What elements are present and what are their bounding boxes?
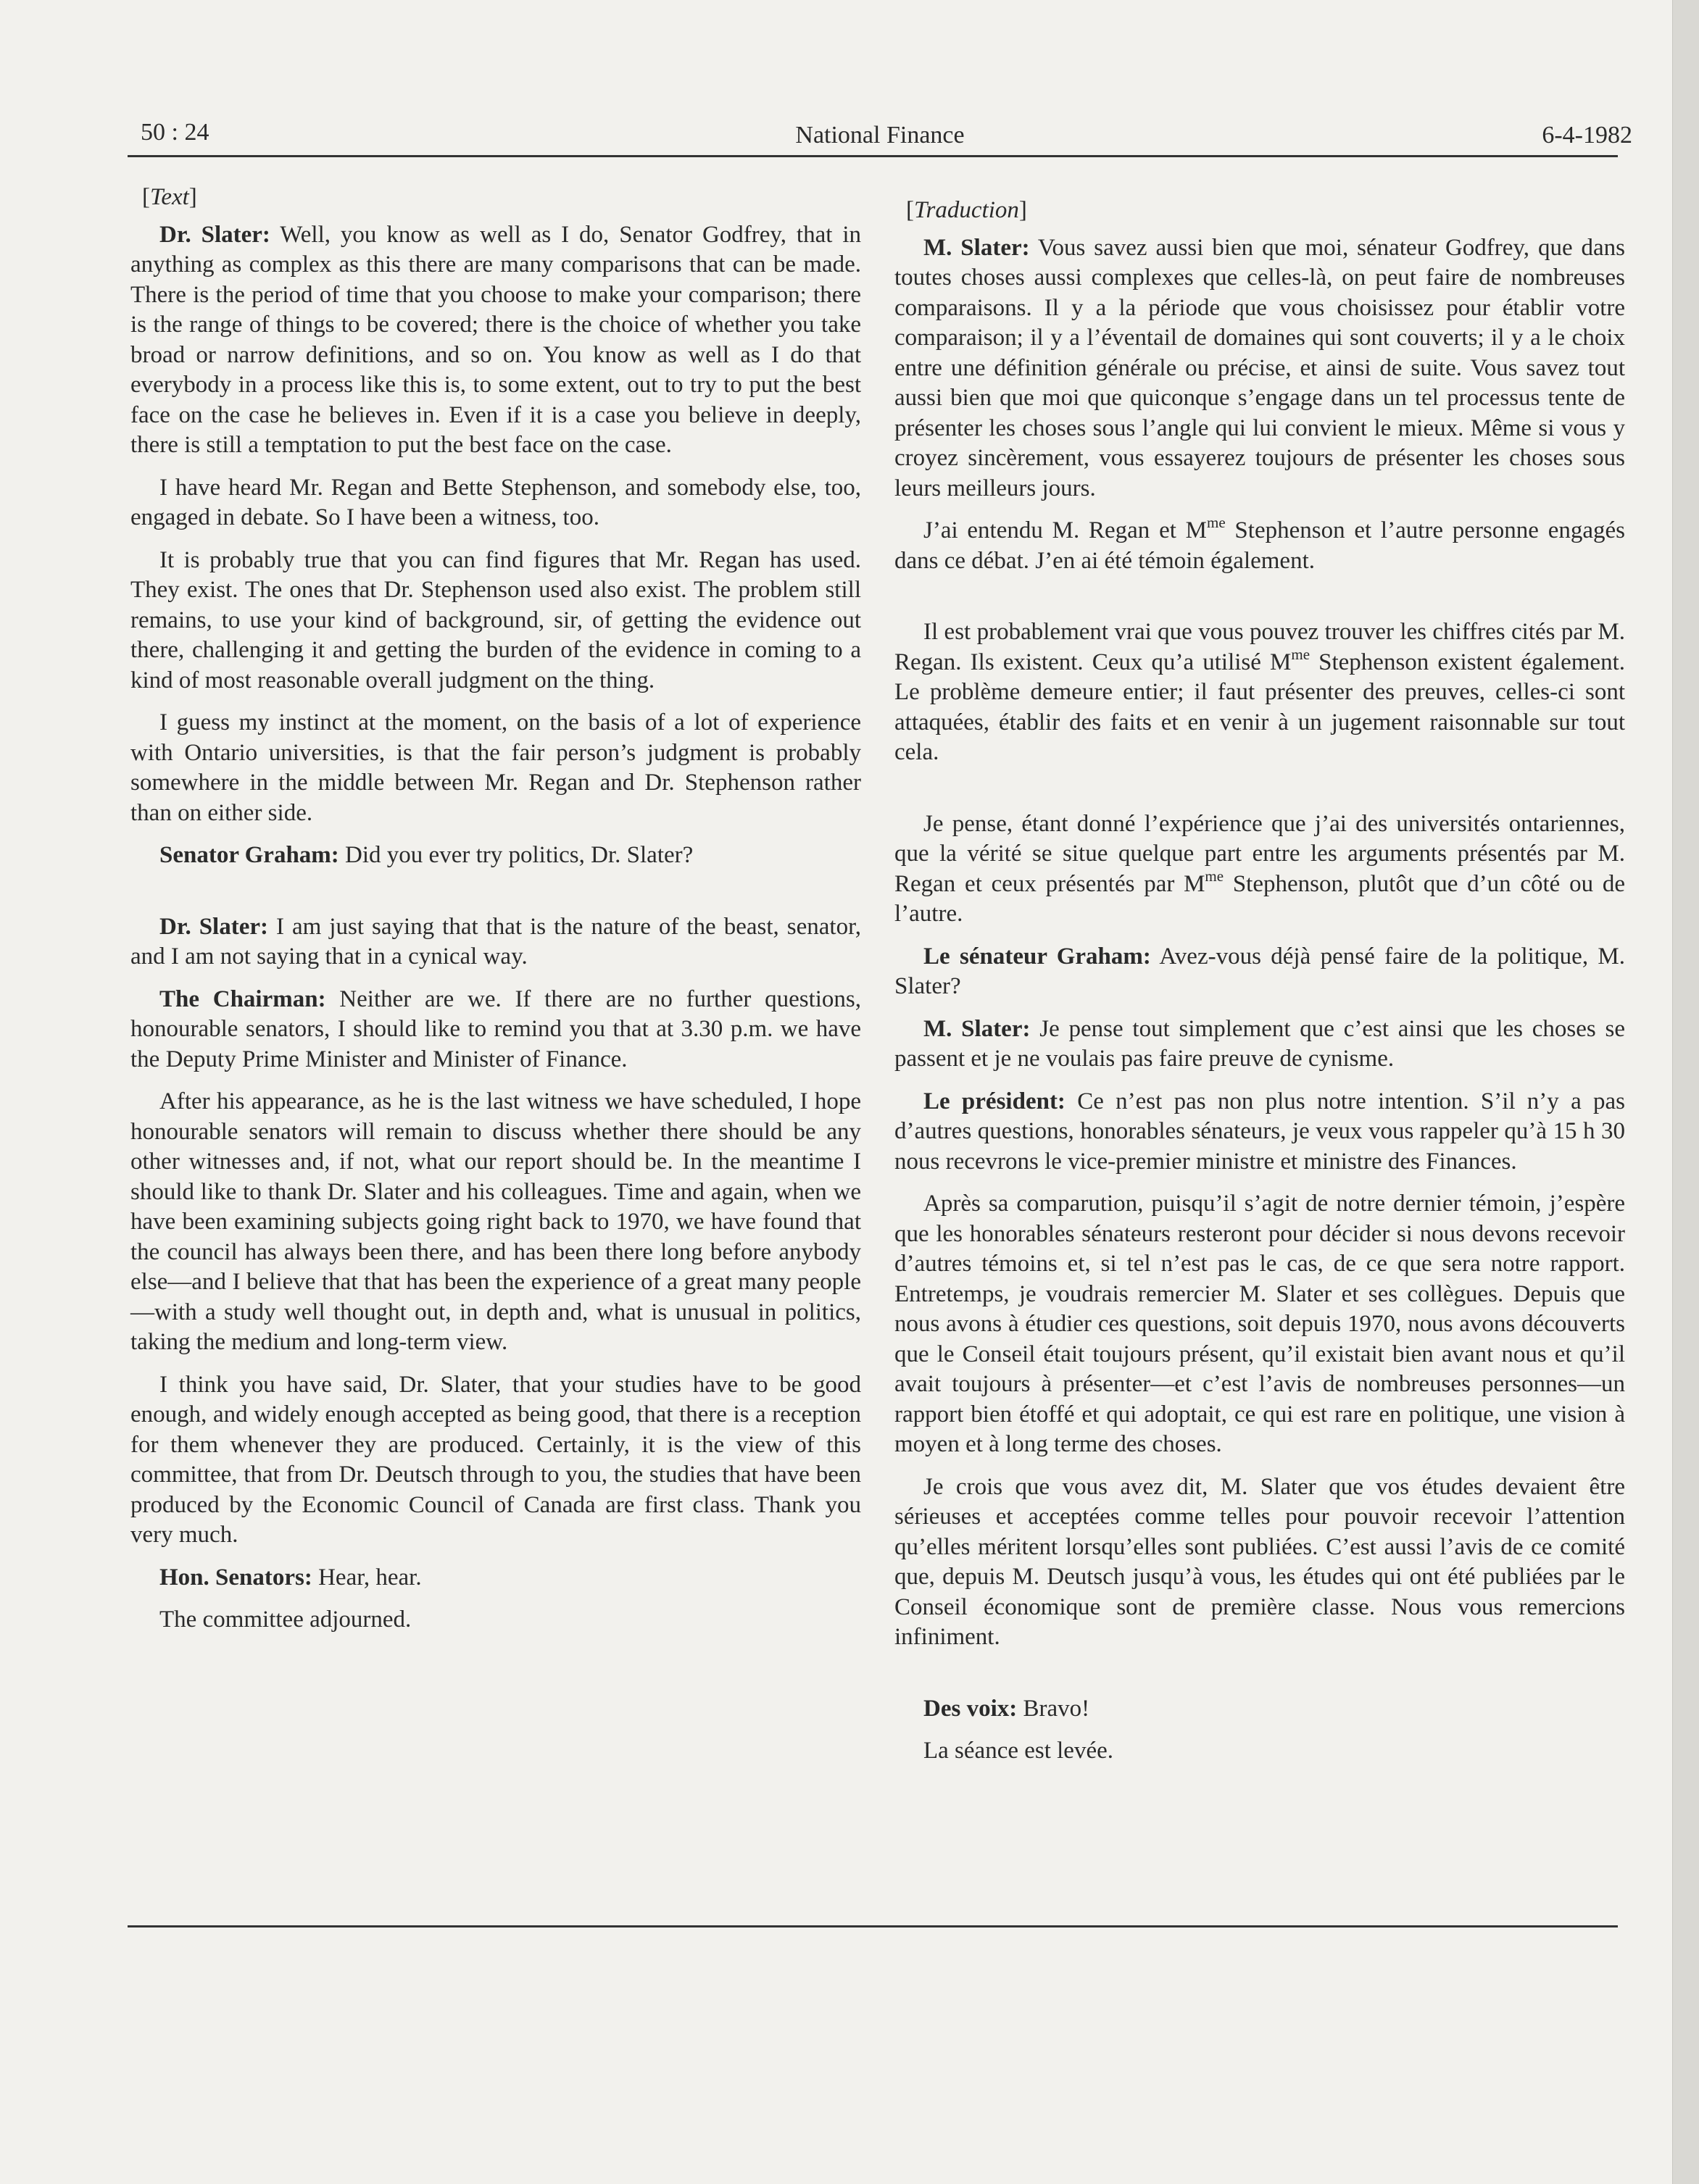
english-column <box>130 183 861 1648</box>
paragraph-en-1: Dr. Slater: Well, you know as well as I do, Senator Godfrey, that in anything as complex as this there are many comparisons that can be made. There is the period of time that you choose to make your comparison; there is the range of things to be covered; there is the choice of whether you take broad or narrow definitions, and so on. You know as well as I do that everybody in a process like this is, to some extent, out to try to put the best face on the case he believes in. Even if it is a case you believe in deeply, there is still a temptation to put the best face on the case. <box>130 221 861 458</box>
running-head <box>128 119 1632 157</box>
paragraph-fr-7: Le président: Ce n’est pas non plus notre intention. S’il n’y a pas d’autres questions, honorables sénateurs, je veux vous rappeler qu’à 15 h 30 nous recevrons le vice-premier ministre et ministre des Finances. <box>894 1088 1625 1175</box>
paragraph-fr-1: M. Slater: Vous savez aussi bien que moi, sénateur Godfrey, que dans toutes choses aussi complexes que celles-là, on peut faire de nombreuses comparaisons. Il y a la période que vous choisissez pour établir votre comparaison; il y a l’éventail de domaines qui sont couverts; il y a le choix entre une définition générale ou précise, et ainsi de suite. Vous savez tout aussi bien que moi que quiconque s’engage dans un tel processus tente de présenter les choses sous l’angle qui lui convient le mieux. Même si vous y croyez sincèrement, vous essayerez toujours de présenter les choses sous leurs meilleurs jours. <box>894 234 1625 501</box>
french-column <box>894 196 1625 1779</box>
page-number: 50 : 24 <box>141 119 209 146</box>
spacer <box>130 883 861 912</box>
speaker: Hon. Senators: <box>159 1564 312 1591</box>
paragraph-en-6: Dr. Slater: I am just saying that that is the nature of the beast, senator, and I am not saying that in a cynical way. <box>130 913 861 970</box>
committee-name: National Finance <box>795 122 965 149</box>
speaker: Le président: <box>923 1088 1065 1114</box>
paragraph-fr-5: Le sénateur Graham: Avez-vous déjà pensé faire de la politique, M. Slater? <box>894 943 1626 999</box>
speaker: Senator Graham: <box>159 842 339 868</box>
speaker: Dr. Slater: <box>159 221 270 248</box>
paragraph-fr-4: Je pense, étant donné l’expérience que j’ai des universités ontariennes, que la vérité se situe quelque part entre les arguments présentés par M. Regan et ceux présentés par $M^{me}$ Stephenson, plutôt que d’un côté ou de l’autre. <box>894 810 1625 927</box>
text-tag: [Text] <box>142 184 197 210</box>
speaker: M. Slater: <box>923 234 1030 261</box>
header-rule <box>128 155 1618 157</box>
speaker: The Chairman: <box>159 985 326 1012</box>
meeting-date: 6-4-1982 <box>1542 122 1632 149</box>
paragraph-fr-10: Des voix: Bravo! <box>923 1695 1090 1722</box>
paragraph-en-11: The committee adjourned. <box>159 1606 412 1633</box>
footer-rule <box>128 1925 1618 1927</box>
speaker: Des voix: <box>923 1695 1018 1722</box>
paragraph-fr-3: Il est probablement vrai que vous pouvez trouver les chiffres cités par M. Regan. Ils existent. Ceux qu’a utilisé $M^{me}$ Stephenson existent également. Le problème demeure entier; il faut présenter des preuves, celles-ci sont attaquées, établir des faits et en venir à un jugement raisonnable sur tout cela. <box>894 619 1625 765</box>
spacer <box>894 1665 1625 1694</box>
speaker: Le sénateur Graham: <box>923 943 1151 970</box>
paragraph-en-3: It is probably true that you can find figures that Mr. Regan has used. They exist. The ones that Dr. Stephenson used also exist. The problem still remains, to use your kind of background, sir, of getting the evidence out there, challenging it and getting the burden of the evidence in coming to a kind of most reasonable overall judgment on the thing. <box>130 546 861 693</box>
paragraph-fr-6: M. Slater: Je pense tout simplement que c’est ainsi que les choses se passent et je ne voulais pas faire preuve de cynisme. <box>894 1015 1625 1072</box>
paragraph-fr-11: La séance est levée. <box>923 1738 1114 1764</box>
paragraph-en-7: The Chairman: Neither are we. If there are no further questions, honourable senators, I should like to remind you that at 3.30 p.m. we have the Deputy Prime Minister and Minister of Finance. <box>130 985 861 1072</box>
page-edge <box>1672 0 1699 2184</box>
paragraph-en-8: After his appearance, as he is the last witness we have scheduled, I hope honourable senators will remain to discuss whether there should be any other witnesses and, if not, what our report should be. In the meantime I should like to thank Dr. Slater and his colleagues. Time and again, when we have been examining subjects going right back to 1970, we have found that the council has always been there, and has been there long before anybody else—and I believe that that has been the experience of a great many people—with a study well thought out, in depth and, what is unusual in politics, taking the medium and long-term view. <box>130 1088 861 1355</box>
paragraph-fr-9: Je crois que vous avez dit, M. Slater que vos études devaient être sérieuses et acceptées comme telles pour pouvoir recevoir l’attention qu’elles méritent lorsqu’elles sont publiées. C’est aussi l’avis de ce comité que, depuis M. Deutsch jusqu’à vous, les études qui ont été publiées par le Conseil économique sont de première classe. Nous vous remercions infiniment. <box>894 1473 1625 1650</box>
paragraph-en-2: I have heard Mr. Regan and Bette Stephenson, and somebody else, too, engaged in debate. So I have been a witness, too. <box>130 474 861 530</box>
speaker: M. Slater: <box>923 1015 1031 1042</box>
paragraph-fr-2: J’ai entendu M. Regan et $M^{me}$ Stephenson et l’autre personne engagés dans ce débat. J’en ai été témoin également. <box>894 514 1625 574</box>
spacer <box>894 780 1625 809</box>
paragraph-fr-8: Après sa comparution, puisqu’il s’agit de notre dernier témoin, j’espère que les honorables sénateurs resteront pour décider si nous devons recevoir d’autres témoins et, si tel n’est pas le cas, de ce que sera notre rapport. Entretemps, je voudrais remercier M. Slater et ses collègues. Depuis que nous avons à étudier ces questions, soit depuis 1970, nous avons découverts que le Conseil était toujours présent, qu’il existait bien avant nous et qu’il avait toujours à présenter—et c’est l’avis de nombreuses personnes—un rapport bien étoffé et qui adoptait, ce qui est rare en politique, une vision à moyen et à long terme des choses. <box>894 1191 1625 1457</box>
speaker: Dr. Slater: <box>159 913 268 940</box>
translation-tag: [Traduction] <box>906 197 1027 223</box>
paragraph-en-9: I think you have said, Dr. Slater, that your studies have to be good enough, and widely enough accepted as being good, that there is a reception for them whenever they are produced. Certainly, it is the view of this committee, that from Dr. Deutsch through to you, the studies that have been produced by the Economic Council of Canada are first class. Thank you very much. <box>130 1371 861 1548</box>
paragraph-en-4: I guess my instinct at the moment, on the basis of a lot of experience with Ontario universities, is that the fair person’s judgment is probably somewhere in the middle between Mr. Regan and Dr. Stephenson rather than on either side. <box>130 709 861 826</box>
paragraph-en-5: Senator Graham: Did you ever try politics, Dr. Slater? <box>159 842 694 868</box>
paragraph-en-10: Hon. Senators: Hear, hear. <box>159 1564 422 1591</box>
spacer <box>894 588 1625 617</box>
